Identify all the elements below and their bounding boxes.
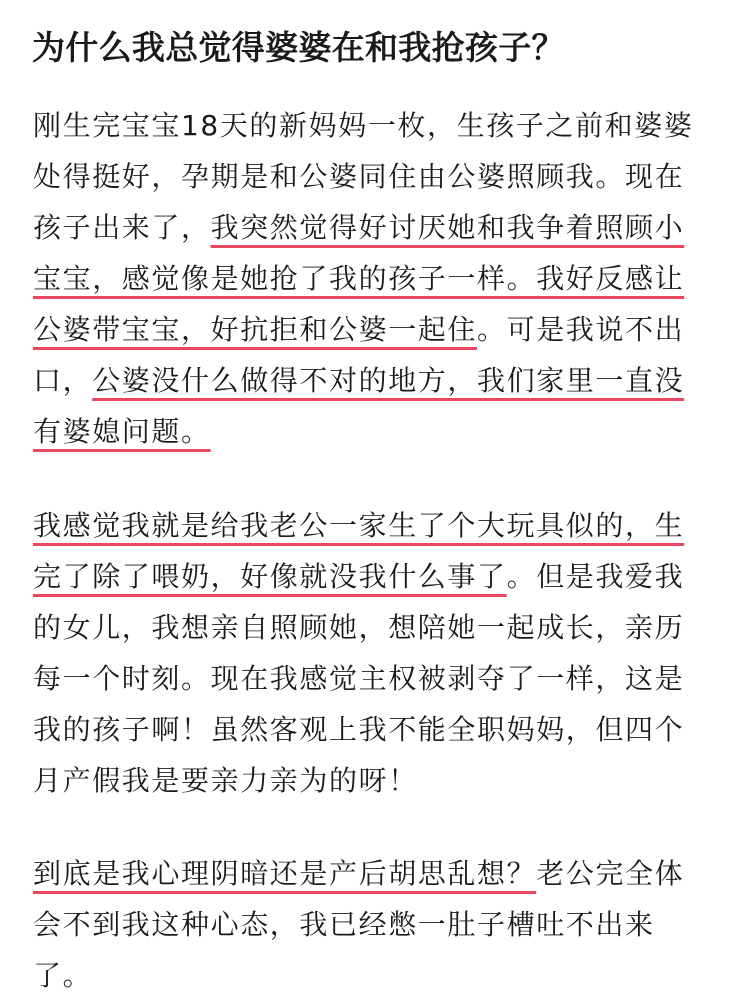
highlighted-text: 宝宝，感觉像是她抢了我的孩子一样。我好反感让 [33, 262, 685, 295]
text-line [33, 253, 723, 304]
text-line [33, 551, 723, 602]
article-title: 为什么我总觉得婆婆在和我抢孩子？ [32, 28, 565, 67]
text-segment: 的女儿，我想亲自照顾她，想陪她一起成长，亲历 [33, 611, 685, 644]
text-line [33, 304, 723, 355]
highlighted-text: 到底是我心理阴暗还是产后胡思乱想？ [33, 857, 537, 890]
text-line [33, 899, 723, 950]
text-segment: 我的孩子啊！虽然客观上我不能全职妈妈，但四个 [33, 713, 685, 746]
text-line [33, 755, 723, 806]
text-line [33, 406, 723, 457]
text-segment: 会不到我这种心态，我已经憋一肚子槽吐不出来 [33, 908, 655, 941]
text-segment: 每一个时刻。现在我感觉主权被剥夺了一样，这是 [33, 662, 685, 695]
text-segment: 口， [33, 364, 93, 397]
text-segment: 月产假我是要亲力亲为的呀！ [33, 764, 418, 797]
highlighted-text: 有婆媳问题。 [33, 415, 211, 448]
highlighted-text: 我突然觉得好讨厌她和我争着照顾小 [210, 211, 685, 244]
text-segment: 。可是我说不出 [477, 313, 685, 346]
text-segment: 老公完全体 [536, 857, 685, 890]
text-segment: 了。 [33, 959, 93, 992]
text-line [33, 848, 723, 899]
text-line [33, 202, 723, 253]
text-line [33, 602, 723, 653]
highlighted-text: 公婆带宝宝，好抗拒和公婆一起住 [33, 313, 478, 346]
text-line [33, 355, 723, 406]
text-line [33, 950, 723, 1001]
text-segment: 。但是我爱我 [506, 560, 685, 593]
text-line [33, 100, 723, 151]
highlighted-text: 公婆没什么做得不对的地方，我们家里一直没 [92, 364, 685, 397]
text-segment: 刚生完宝宝18天的新妈妈一枚，生孩子之前和婆婆 [33, 109, 694, 142]
text-line [33, 151, 723, 202]
highlighted-text: 完了除了喂奶，好像就没我什么事了 [33, 560, 507, 593]
text-segment: 孩子出来了， [33, 211, 211, 244]
highlighted-text: 我感觉我就是给我老公一家生了个大玩具似的，生 [33, 509, 685, 542]
text-segment: 处得挺好，孕期是和公婆同住由公婆照顾我。现在 [33, 160, 685, 193]
text-line [33, 704, 723, 755]
paragraph-1 [33, 100, 723, 457]
paragraph-3 [33, 848, 723, 1001]
text-line [33, 500, 723, 551]
paragraph-2 [33, 500, 723, 806]
text-line [33, 653, 723, 704]
